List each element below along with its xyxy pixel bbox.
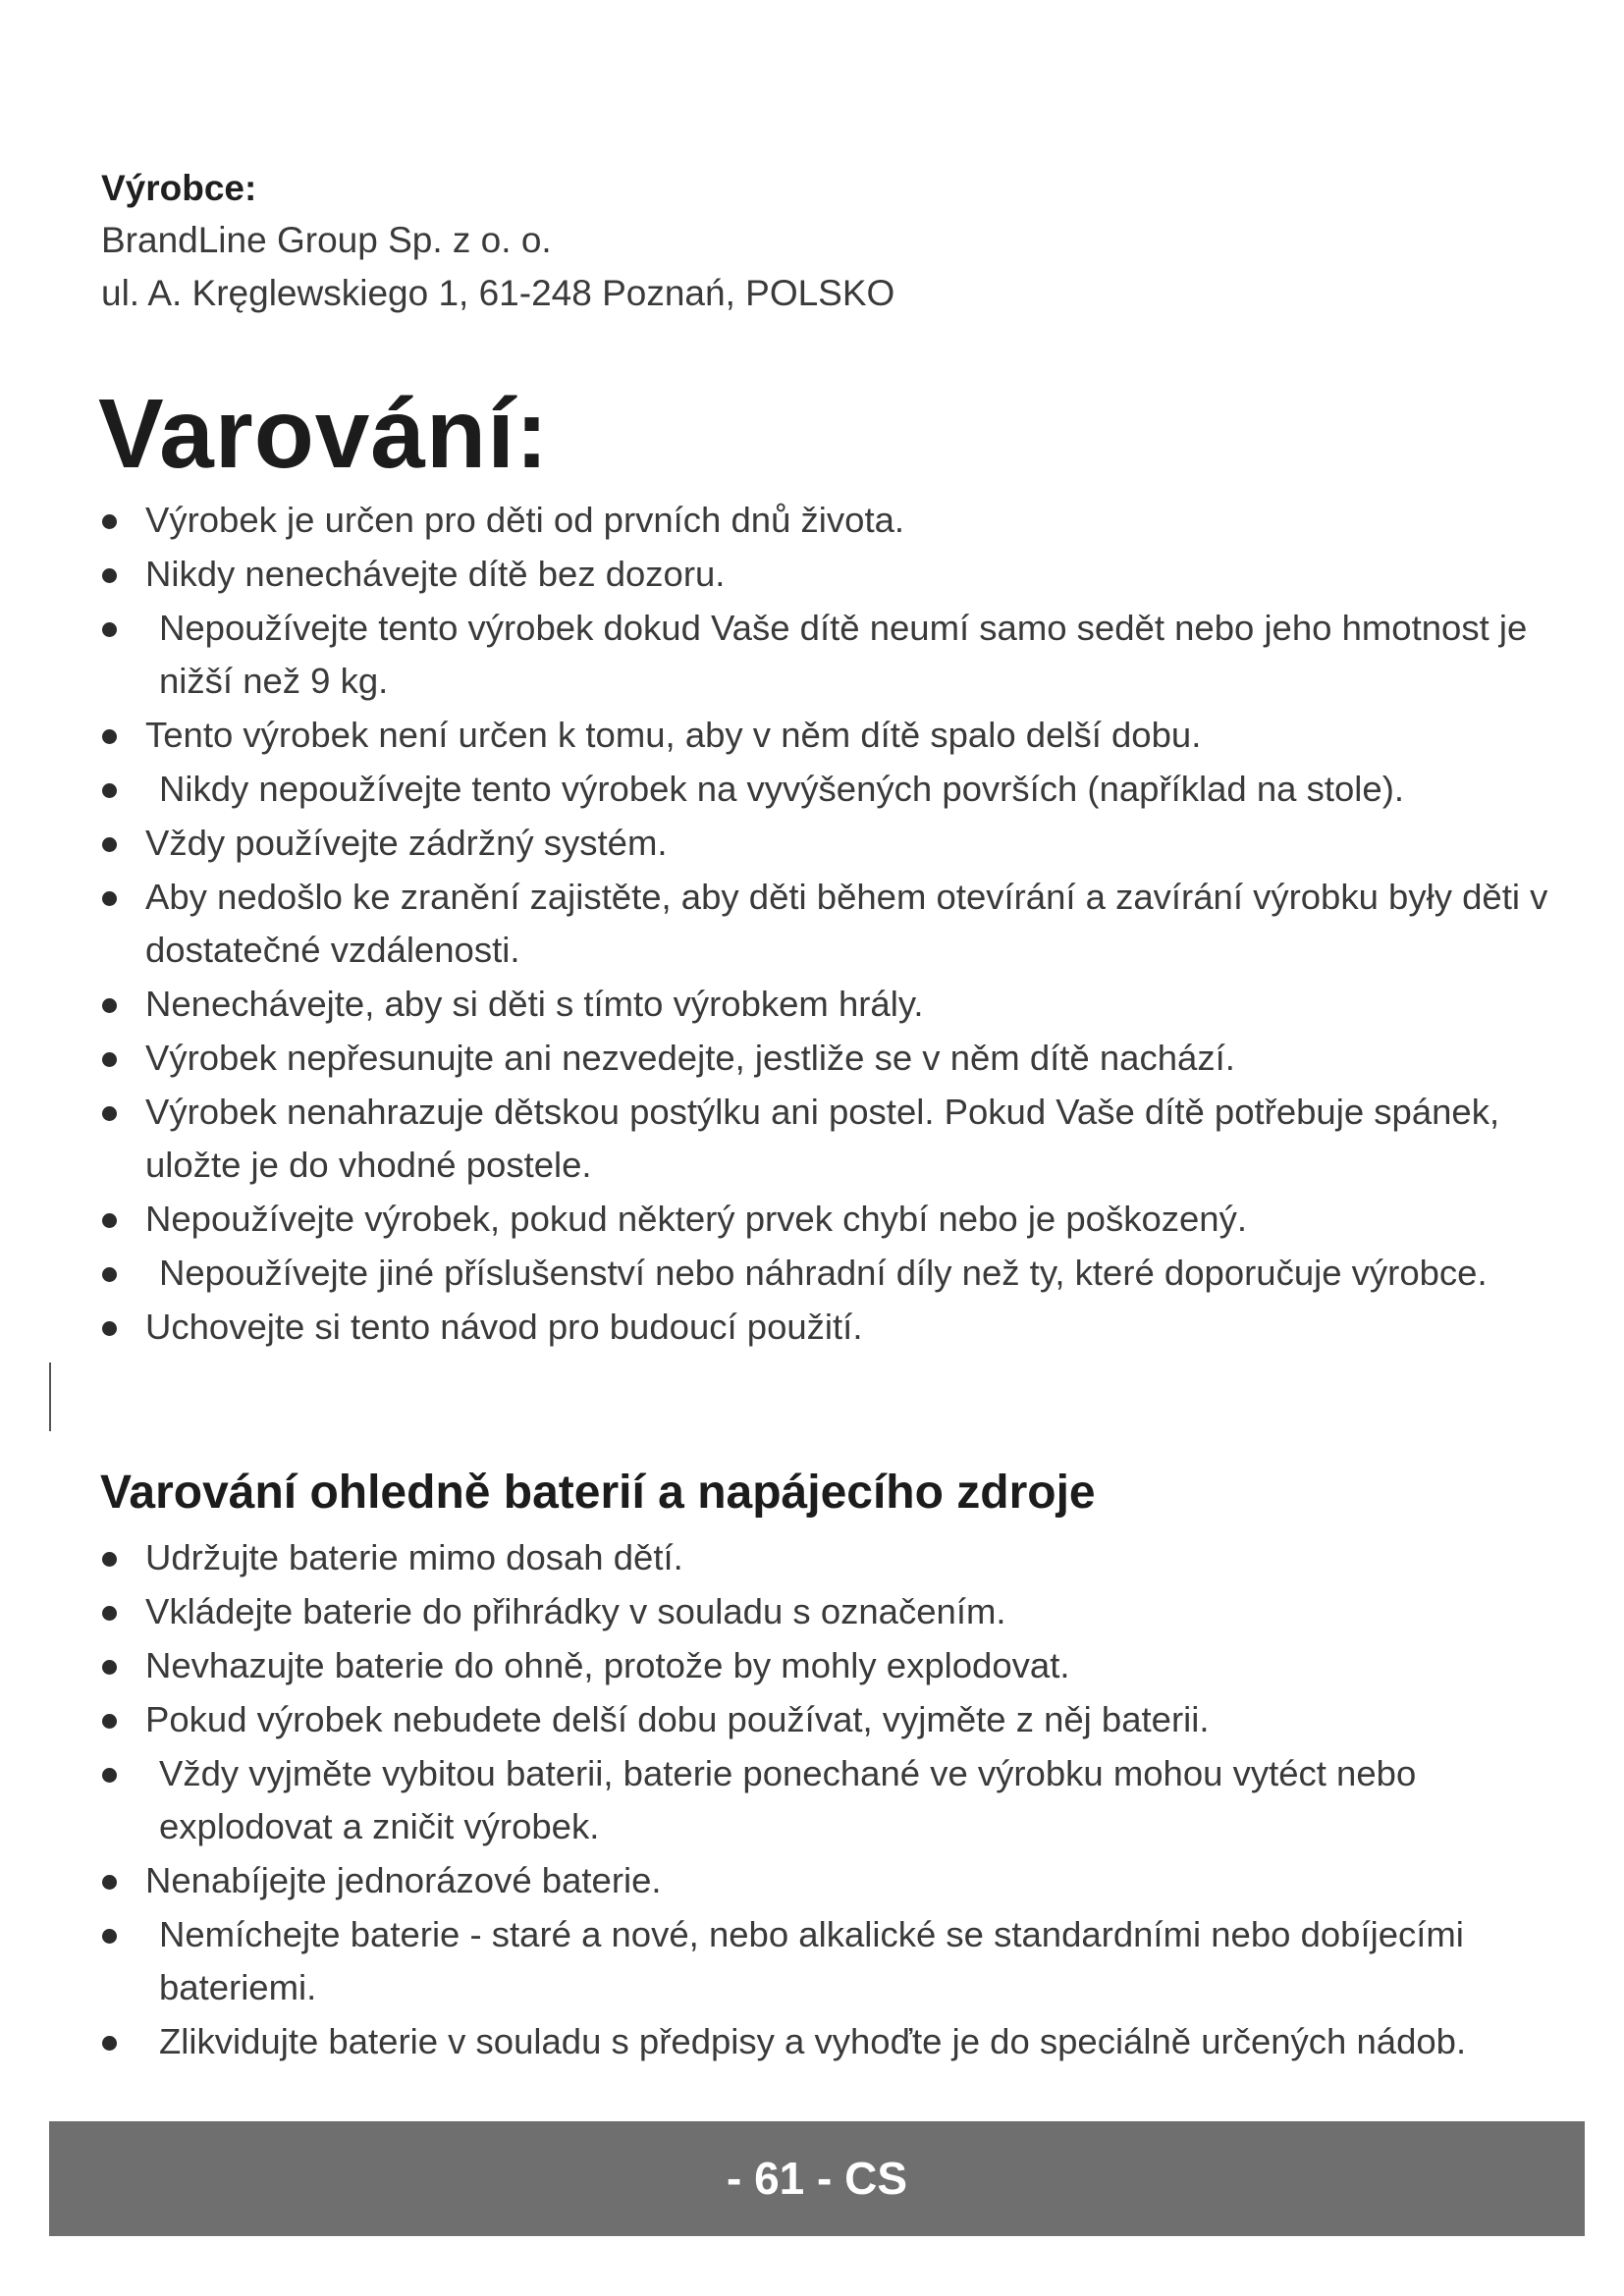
bullet-icon <box>102 1213 117 1228</box>
battery-warning-item: Vždy vyjměte vybitou baterii, baterie ponechané ve výrobku mohou vytéct nebo explodovat a zničit výrobek. <box>98 1747 1551 1853</box>
warning-item: Vždy používejte zádržný systém. <box>98 817 1551 870</box>
manufacturer-company: BrandLine Group Sp. z o. o. <box>101 220 552 260</box>
bullet-icon <box>102 1875 117 1890</box>
warning-item: Aby nedošlo ke zranění zajistěte, aby děti během otevírání a zavírání výrobku były děti v dostatečné vzdálenosti. <box>98 871 1551 977</box>
bullet-icon <box>102 1321 117 1336</box>
warning-item: Nepoužívejte výrobek, pokud některý prvek chybí nebo je poškozený. <box>98 1193 1551 1246</box>
battery-warnings-list <box>98 1531 1551 2069</box>
warning-item: Výrobek nepřesunujte ani nezvedejte, jestliže se v něm dítě nachází. <box>98 1032 1551 1085</box>
margin-change-bar <box>49 1362 51 1431</box>
bullet-icon <box>102 1660 117 1675</box>
page-number: - 61 - CS <box>726 2153 908 2204</box>
warning-item: Výrobek nenahrazuje dětskou postýlku ani postel. Pokud Vaše dítě potřebuje spánek, uložte je do vhodné postele. <box>98 1086 1551 1192</box>
bullet-icon <box>102 1052 117 1067</box>
battery-warning-item: Vkládejte baterie do přihrádky v souladu s označením. <box>98 1585 1551 1638</box>
bullet-icon <box>102 568 117 583</box>
battery-warning-item: Pokud výrobek nebudete delší dobu používat, vyjměte z něj baterii. <box>98 1693 1551 1746</box>
battery-warning-item: Nenabíjejte jednorázové baterie. <box>98 1854 1551 1907</box>
battery-warning-item: Udržujte baterie mimo dosah dětí. <box>98 1531 1551 1584</box>
bullet-icon <box>102 1929 117 1944</box>
bullet-icon <box>102 2036 117 2051</box>
warning-item: Nepoužívejte jiné příslušenství nebo náhradní díly než ty, které doporučuje výrobce. <box>98 1247 1551 1300</box>
bullet-icon <box>102 1768 117 1783</box>
warning-item: Nikdy nenechávejte dítě bez dozoru. <box>98 548 1551 601</box>
warnings-title: Varování: <box>98 379 550 489</box>
warning-item: Nenechávejte, aby si děti s tímto výrobkem hrály. <box>98 978 1551 1031</box>
footer-bar <box>49 2121 1585 2236</box>
battery-warning-item: Zlikvidujte baterie v souladu s předpisy a vyhoďte je do speciálně určených nádob. <box>98 2015 1551 2068</box>
warning-item: Nikdy nepoužívejte tento výrobek na vyvýšených površích (například na stole). <box>98 763 1551 816</box>
bullet-icon <box>102 514 117 529</box>
bullet-icon <box>102 891 117 906</box>
battery-warnings-title: Varování ohledně baterií a napájecího zdroje <box>100 1467 1096 1519</box>
battery-warning-item: Nevhazujte baterie do ohně, protože by mohly explodovat. <box>98 1639 1551 1692</box>
warning-item: Tento výrobek není určen k tomu, aby v něm dítě spalo delší dobu. <box>98 709 1551 762</box>
manufacturer-address: ul. A. Kręglewskiego 1, 61-248 Poznań, POLSKO <box>101 273 895 313</box>
bullet-icon <box>102 1267 117 1282</box>
bullet-icon <box>102 998 117 1013</box>
manufacturer-block <box>101 163 1476 320</box>
bullet-icon <box>102 783 117 798</box>
battery-warning-item: Nemíchejte baterie - staré a nové, nebo alkalické se standardními nebo dobíjecími bateriemi. <box>98 1908 1551 2014</box>
warning-item: Uchovejte si tento návod pro budoucí použití. <box>98 1301 1551 1354</box>
bullet-icon <box>102 1714 117 1729</box>
warning-item: Výrobek je určen pro děti od prvních dnů života. <box>98 494 1551 547</box>
warning-item: Nepoužívejte tento výrobek dokud Vaše dítě neumí samo sedět nebo jeho hmotnost je nižší než 9 kg. <box>98 602 1551 708</box>
bullet-icon <box>102 1106 117 1121</box>
bullet-icon <box>102 1552 117 1567</box>
manufacturer-label: Výrobce: <box>101 168 257 208</box>
bullet-icon <box>102 837 117 852</box>
bullet-icon <box>102 1606 117 1621</box>
warnings-list <box>98 494 1551 1355</box>
bullet-icon <box>102 729 117 744</box>
bullet-icon <box>102 622 117 637</box>
